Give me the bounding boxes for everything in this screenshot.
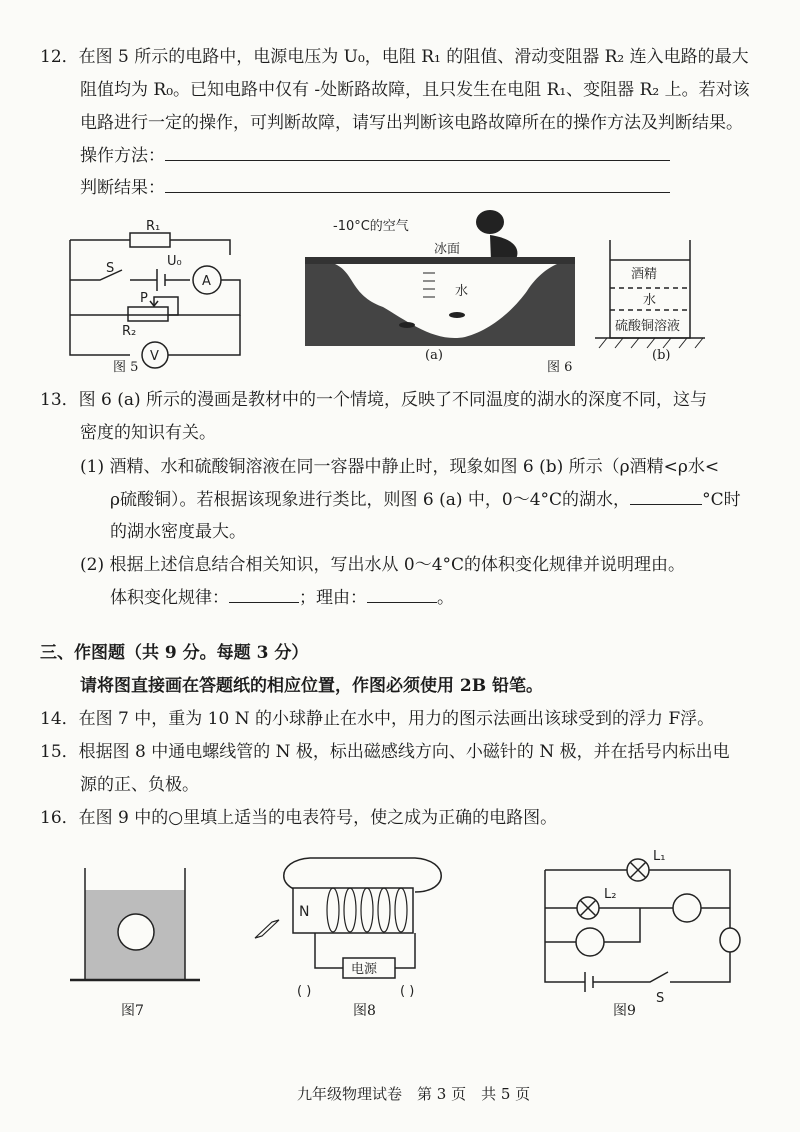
fig9-l2-label: L₂ <box>604 887 617 902</box>
q13-p1-unit: °C时 <box>702 490 741 510</box>
result-label: 判断结果： <box>80 178 165 198</box>
fig6-air-label: -10°C的空气 <box>333 219 409 234</box>
fig9-l1-label: L₁ <box>653 849 666 864</box>
figure-9-circuit <box>530 850 755 1005</box>
q15-line1: 15．根据图 8 中通电螺线管的 N 极，标出磁感线方向、小磁针的 N 极，并在括号内标出电 <box>40 742 730 762</box>
q13-p1-line2 <box>110 490 741 510</box>
fig8-power-label: 电源 <box>351 962 378 977</box>
q12-line2: 阻值均为 R₀。已知电路中仅有 -处断路故障，且只发生在电阻 R₁、变阻器 R₂ 上。若对该 <box>80 80 750 100</box>
section-3-title: 三、作图题（共 9 分。每题 3 分） <box>40 643 309 663</box>
fig5-ammeter-label: A <box>202 274 211 289</box>
q13-p1-line3: 的湖水密度最大。 <box>110 522 246 542</box>
q14-text: 14．在图 7 中，重为 10 N 的小球静止在水中，用力的图示法画出该球受到的浮力 F浮。 <box>40 709 715 729</box>
q13-p1-text: ρ硫酸铜）。若根据该现象进行类比，则图 6 (a) 中，0～4°C的湖水， <box>110 490 631 510</box>
fig5-caption: 图 5 <box>113 360 139 375</box>
figure-6b-container <box>595 240 705 355</box>
fig8-paren-right[interactable]: ( ) <box>400 984 415 999</box>
fig8-paren-left[interactable]: ( ) <box>297 984 312 999</box>
method-label: 操作方法： <box>80 146 165 166</box>
q13-rule-blank[interactable] <box>229 602 299 603</box>
figure-7-ball-in-water <box>70 868 200 988</box>
fig6-water-label: 水 <box>455 284 469 299</box>
figure-5-circuit <box>60 219 260 375</box>
q13-p2-line2 <box>110 588 454 608</box>
q12-result-row <box>80 178 670 198</box>
result-answer-blank[interactable] <box>165 192 670 193</box>
fig6b-water-label: 水 <box>643 293 657 308</box>
q12-line1: 12．在图 5 所示的电路中，电源电压为 U₀，电阻 R₁ 的阻值、滑动变阻器 R₂ 连入电路的最大 <box>40 47 749 67</box>
fig8-compass-needle <box>255 920 279 938</box>
fig7-ball <box>118 914 154 950</box>
fig5-s-label: S <box>106 261 115 276</box>
q13-p2-line1: (2) 根据上述信息结合相关知识，写出水从 0～4°C的体积变化规律并说明理由。 <box>80 555 686 575</box>
fig8-north-label: N <box>299 904 310 920</box>
figure-6a-lake-cartoon <box>295 205 585 350</box>
q15-line2: 源的正、负极。 <box>80 775 199 795</box>
fig6b-sublabel: (b) <box>652 348 671 363</box>
fig5-u0-label: U₀ <box>167 254 182 269</box>
fig6a-sublabel: (a) <box>425 348 443 363</box>
fig5-p-label: P <box>140 291 148 306</box>
fig8-caption: 图8 <box>353 1003 376 1019</box>
section-3-instruction: 请将图直接画在答题纸的相应位置，作图必须使用 2B 铅笔。 <box>80 676 544 696</box>
figure-8-solenoid <box>255 850 470 1005</box>
q13-rule-label: 体积变化规律： <box>110 588 229 608</box>
q12-method-row <box>80 146 670 166</box>
fig6-person-head <box>476 210 504 234</box>
method-answer-blank[interactable] <box>165 160 670 161</box>
fig5-r2-label: R₂ <box>122 324 137 339</box>
fig6b-alcohol-label: 酒精 <box>631 267 658 282</box>
page-footer: 九年级物理试卷 第 3 页 共 5 页 <box>297 1085 531 1103</box>
fig6-caption: 图 6 <box>547 360 573 375</box>
fig6b-cuso4-label: 硫酸铜溶液 <box>615 319 681 334</box>
q16-text: 16．在图 9 中的○里填上适当的电表符号，使之成为正确的电路图。 <box>40 808 558 828</box>
fig7-caption: 图7 <box>121 1003 144 1019</box>
fig5-voltmeter-label: V <box>150 349 159 364</box>
fig9-switch-label: S <box>656 991 665 1006</box>
fig9-caption: 图9 <box>613 1003 636 1019</box>
q13-line2: 密度的知识有关。 <box>80 423 216 443</box>
fig8-field-loop <box>284 858 442 892</box>
q13-end-mark: 。 <box>437 588 454 608</box>
q13-p1-line1: (1) 酒精、水和硫酸铜溶液在同一容器中静止时，现象如图 6 (b) 所示（ρ酒精<ρ水< <box>80 457 720 477</box>
fig6-ice-surface <box>305 257 575 264</box>
fig6-ice-label: 冰面 <box>434 242 461 257</box>
q13-temperature-blank[interactable] <box>630 504 702 505</box>
q13-reason-blank[interactable] <box>367 602 437 603</box>
q13-line1: 13．图 6 (a) 所示的漫画是教材中的一个情境，反映了不同温度的湖水的深度不同，这与 <box>40 390 708 410</box>
q13-reason-label: ；理由： <box>299 588 367 608</box>
q12-line3: 电路进行一定的操作，可判断故障，请写出判断该电路故障所在的操作方法及判断结果。 <box>80 113 743 133</box>
fig5-r1-label: R₁ <box>146 219 161 234</box>
